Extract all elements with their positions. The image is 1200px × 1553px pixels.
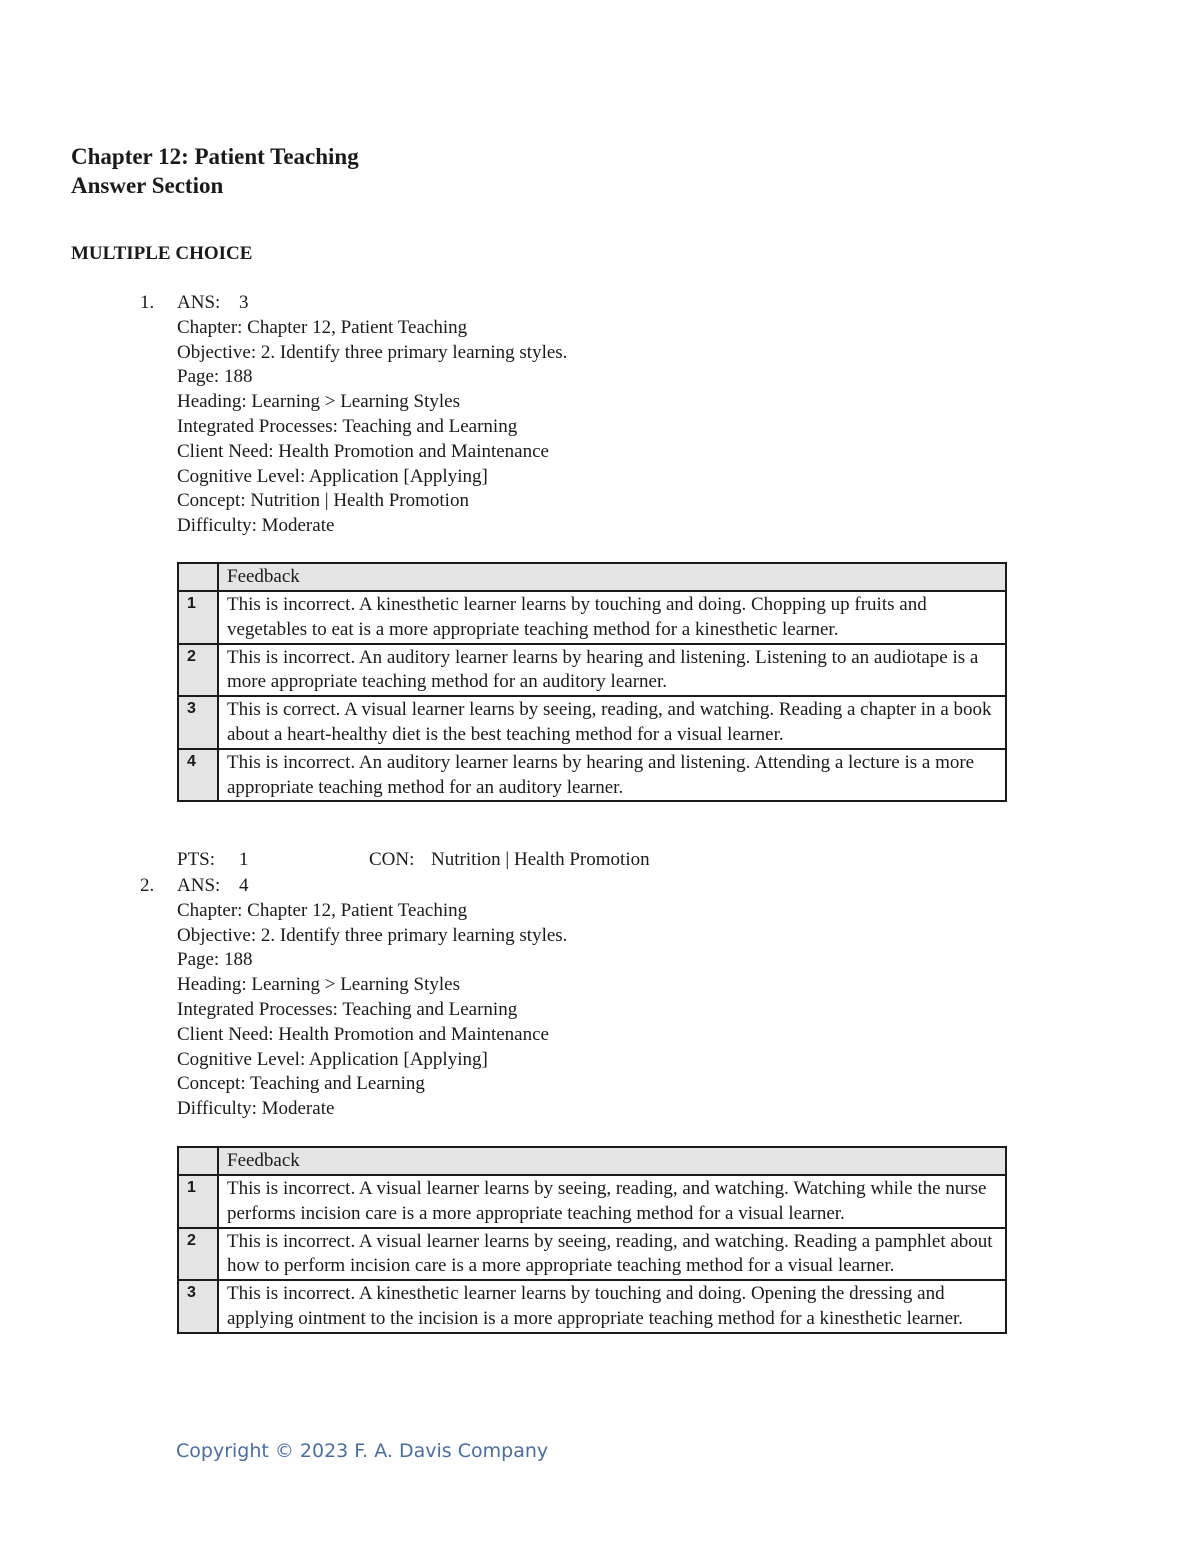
feedback-table [177,562,1007,802]
feedback-header: Feedback [218,563,1006,591]
feedback-option-number: 3 [178,1280,218,1333]
feedback-option-number: 1 [178,1175,218,1228]
difficulty-line: Difficulty: Moderate [177,1098,335,1120]
concept-line: Concept: Teaching and Learning [177,1073,425,1095]
copyright-footer: Copyright © 2023 F. A. Davis Company [176,1440,549,1462]
feedback-option-number: 4 [178,749,218,802]
chapter-title: Chapter 12: Patient Teaching [71,144,359,169]
client-need-line: Client Need: Health Promotion and Maintenance [177,440,549,462]
chapter-line: Chapter: Chapter 12, Patient Teaching [177,899,468,921]
feedback-text: This is incorrect. An auditory learner learns by hearing and listening. Attending a lecture is a more appropriate teaching method for an auditory learner. [218,749,1006,802]
feedback-row [178,591,1006,644]
page-title [71,142,359,200]
feedback-option-number: 1 [178,591,218,644]
feedback-text: This is incorrect. A kinesthetic learner learns by touching and doing. Opening the dressing and applying ointment to the incision is a more appropriate teaching method for a kinesthetic learner. [218,1280,1006,1333]
page-line: Page: 188 [177,949,253,971]
feedback-header-row [178,1147,1006,1175]
page-line: Page: 188 [177,366,253,388]
feedback-option-number: 2 [178,1228,218,1281]
question-number: 1. [140,292,155,313]
feedback-text: This is incorrect. A visual learner learns by seeing, reading, and watching. Reading a pamphlet about how to perform incision care is a more appropriate teaching method for a visual learner. [218,1228,1006,1281]
objective-line: Objective: 2. Identify three primary learning styles. [177,924,568,946]
feedback-row [178,1228,1006,1281]
concept-line: Concept: Nutrition | Health Promotion [177,490,469,512]
feedback-row [178,644,1006,697]
difficulty-line: Difficulty: Moderate [177,515,335,537]
answer-section-title: Answer Section [71,173,224,198]
section-heading: MULTIPLE CHOICE [71,243,253,264]
feedback-text: This is incorrect. An auditory learner learns by hearing and listening. Listening to an audiotape is a more appropriate teaching method for an auditory learner. [218,644,1006,697]
feedback-row [178,1280,1006,1333]
answer-row [177,291,567,316]
client-need-line: Client Need: Health Promotion and Maintenance [177,1023,549,1045]
feedback-table [177,1146,1007,1334]
feedback-text: This is incorrect. A kinesthetic learner learns by touching and doing. Chopping up fruits and vegetables to eat is a more appropriate teaching method for a kinesthetic learner. [218,591,1006,644]
points-value: 1 [239,849,249,870]
answer-value: 3 [239,292,249,313]
answer-row [177,874,567,899]
concept-value: Nutrition | Health Promotion [431,849,650,870]
question-number: 2. [140,875,155,896]
feedback-header-row [178,563,1006,591]
feedback-row [178,696,1006,749]
answer-label: ANS: [177,292,221,313]
points-concept-row [177,848,650,873]
objective-line: Objective: 2. Identify three primary learning styles. [177,341,568,363]
feedback-row [178,1175,1006,1228]
heading-line: Heading: Learning > Learning Styles [177,974,460,996]
question-metadata [177,874,567,1122]
integrated-processes-line: Integrated Processes: Teaching and Learning [177,415,518,437]
question-metadata [177,291,567,539]
feedback-header-blank [178,563,218,591]
chapter-line: Chapter: Chapter 12, Patient Teaching [177,316,468,338]
answer-value: 4 [239,875,249,896]
cognitive-level-line: Cognitive Level: Application [Applying] [177,1048,488,1070]
cognitive-level-line: Cognitive Level: Application [Applying] [177,465,488,487]
feedback-text: This is incorrect. A visual learner learns by seeing, reading, and watching. Watching while the nurse performs incision care is a more appropriate teaching method for a visual learner. [218,1175,1006,1228]
feedback-text: This is correct. A visual learner learns by seeing, reading, and watching. Reading a chapter in a book about a heart-healthy diet is the best teaching method for a visual learner. [218,696,1006,749]
feedback-row [178,749,1006,802]
feedback-header-blank [178,1147,218,1175]
answer-label: ANS: [177,875,221,896]
points-label: PTS: [177,849,216,870]
feedback-option-number: 3 [178,696,218,749]
integrated-processes-line: Integrated Processes: Teaching and Learning [177,998,518,1020]
concept-label: CON: [369,849,415,870]
heading-line: Heading: Learning > Learning Styles [177,391,460,413]
feedback-option-number: 2 [178,644,218,697]
feedback-header: Feedback [218,1147,1006,1175]
